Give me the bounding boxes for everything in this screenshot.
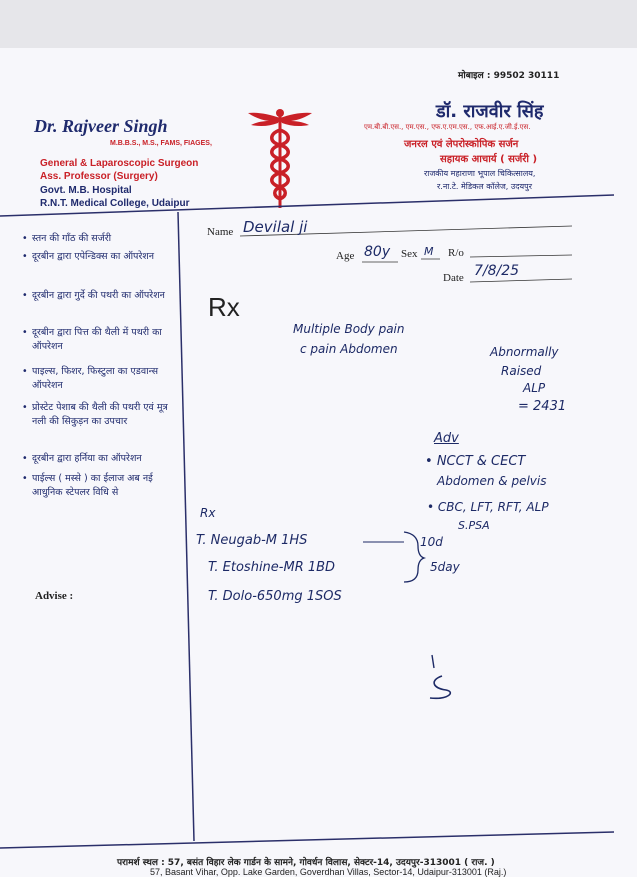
sex-label: Sex <box>401 248 418 260</box>
doctor-name-en: Dr. Rajveer Singh <box>34 116 168 136</box>
medicine-line-2: T. Etoshine-MR 1BD <box>208 560 336 575</box>
service-item: • पाइल्स, फिशर, फिस्टुला का एडवान्स ऑपरेशन <box>22 366 159 391</box>
age-label: Age <box>336 250 355 262</box>
qualifications-hi: एम.बी.बी.एस., एम.एस., एफ.ए.एम.एस., एफ.आई.ए.जी.ई.एस. <box>364 123 531 131</box>
advice-label: Adv <box>434 431 459 446</box>
mobile-number: मोबाइल : 99502 30111 <box>458 71 560 81</box>
patient-name: Devilal ji <box>243 218 308 236</box>
age-value: 80y <box>364 244 391 260</box>
ro-label: R/o <box>448 247 464 259</box>
service-item: • दूरबीन द्वारा गुर्दे की पथरी का ऑपरेशन <box>22 290 165 301</box>
advice-item-4: S.PSA <box>458 519 490 532</box>
sex-value: M <box>424 245 434 258</box>
complaint-line-2: c pain Abdomen <box>300 342 398 356</box>
designation-hi-3: राजकीय महाराणा भूपाल चिकित्सालय, <box>424 169 536 178</box>
designation-hi-4: र.ना.टे. मेडिकल कॉलेज, उदयपुर <box>437 182 532 191</box>
duration-a: 10d <box>420 535 443 549</box>
designation-hi-1: जनरल एवं लेपरोस्कोपिक सर्जन <box>404 139 519 150</box>
advice-item-2: Abdomen & pelvis <box>437 474 547 488</box>
doctor-name-hi: डॉ. राजवीर सिंह <box>436 101 544 122</box>
finding-line-2: Raised <box>501 364 542 378</box>
service-item: • दूरबीन द्वारा पित्त की थैली में पथरी का ऑपरेशन <box>22 327 162 352</box>
medicine-line-3: T. Dolo-650mg 1SOS <box>208 589 342 604</box>
finding-line-4: = 2431 <box>518 399 567 414</box>
advise-label: Advise : <box>35 590 74 602</box>
service-item: • स्तन की गाँठ की सर्जरी <box>22 233 112 244</box>
footer-address-hi: परामर्श स्थल : 57, बसंत विहार लेक गार्डन के सामने, गोवर्धन विलास, सेक्टर-14, उदयपुर-313001 ( राज. ) <box>117 858 495 868</box>
designation-en-4: R.N.T. Medical College, Udaipur <box>40 198 190 209</box>
date-label: Date <box>443 272 464 284</box>
footer-address-en: 57, Basant Vihar, Opp. Lake Garden, Goverdhan Villas, Sector-14, Udaipur-313001 (Raj.) <box>150 867 507 877</box>
rx-symbol: Rx <box>208 292 240 322</box>
name-label: Name <box>207 226 234 238</box>
finding-line-3: ALP <box>523 381 546 395</box>
rx-label: Rx <box>200 506 216 520</box>
duration-b: 5day <box>430 560 460 574</box>
finding-line-1: Abnormally <box>490 345 559 359</box>
designation-hi-2: सहायक आचार्य ( सर्जरी ) <box>440 154 538 165</box>
date-value: 7/8/25 <box>474 263 520 279</box>
service-item: • दूरबीन द्वारा हर्निया का ऑपरेशन <box>22 453 142 464</box>
qualifications-en: M.B.B.S., M.S., FAMS, FIAGES, <box>110 140 212 147</box>
service-item: • प्रोस्टेट पेशाब की थैली की पथरी एवं मूत्र नली की सिकुड़न का उपचार <box>22 402 168 427</box>
designation-en-2: Ass. Professor (Surgery) <box>40 171 158 182</box>
advice-item-3: • CBC, LFT, RFT, ALP <box>427 500 549 514</box>
service-item: • दूरबीन द्वारा एपेन्डिक्स का ऑपरेशन <box>22 251 155 262</box>
advice-item-1: • NCCT & CECT <box>425 454 526 469</box>
designation-en-1: General & Laparoscopic Surgeon <box>40 158 199 169</box>
designation-en-3: Govt. M.B. Hospital <box>40 185 132 196</box>
complaint-line-1: Multiple Body pain <box>293 322 405 336</box>
service-item: • पाईल्स ( मस्से ) का ईलाज अब नई आधुनिक स्टेपलर विधि से <box>22 473 153 498</box>
medicine-line-1: T. Neugab-M 1HS <box>196 533 308 548</box>
